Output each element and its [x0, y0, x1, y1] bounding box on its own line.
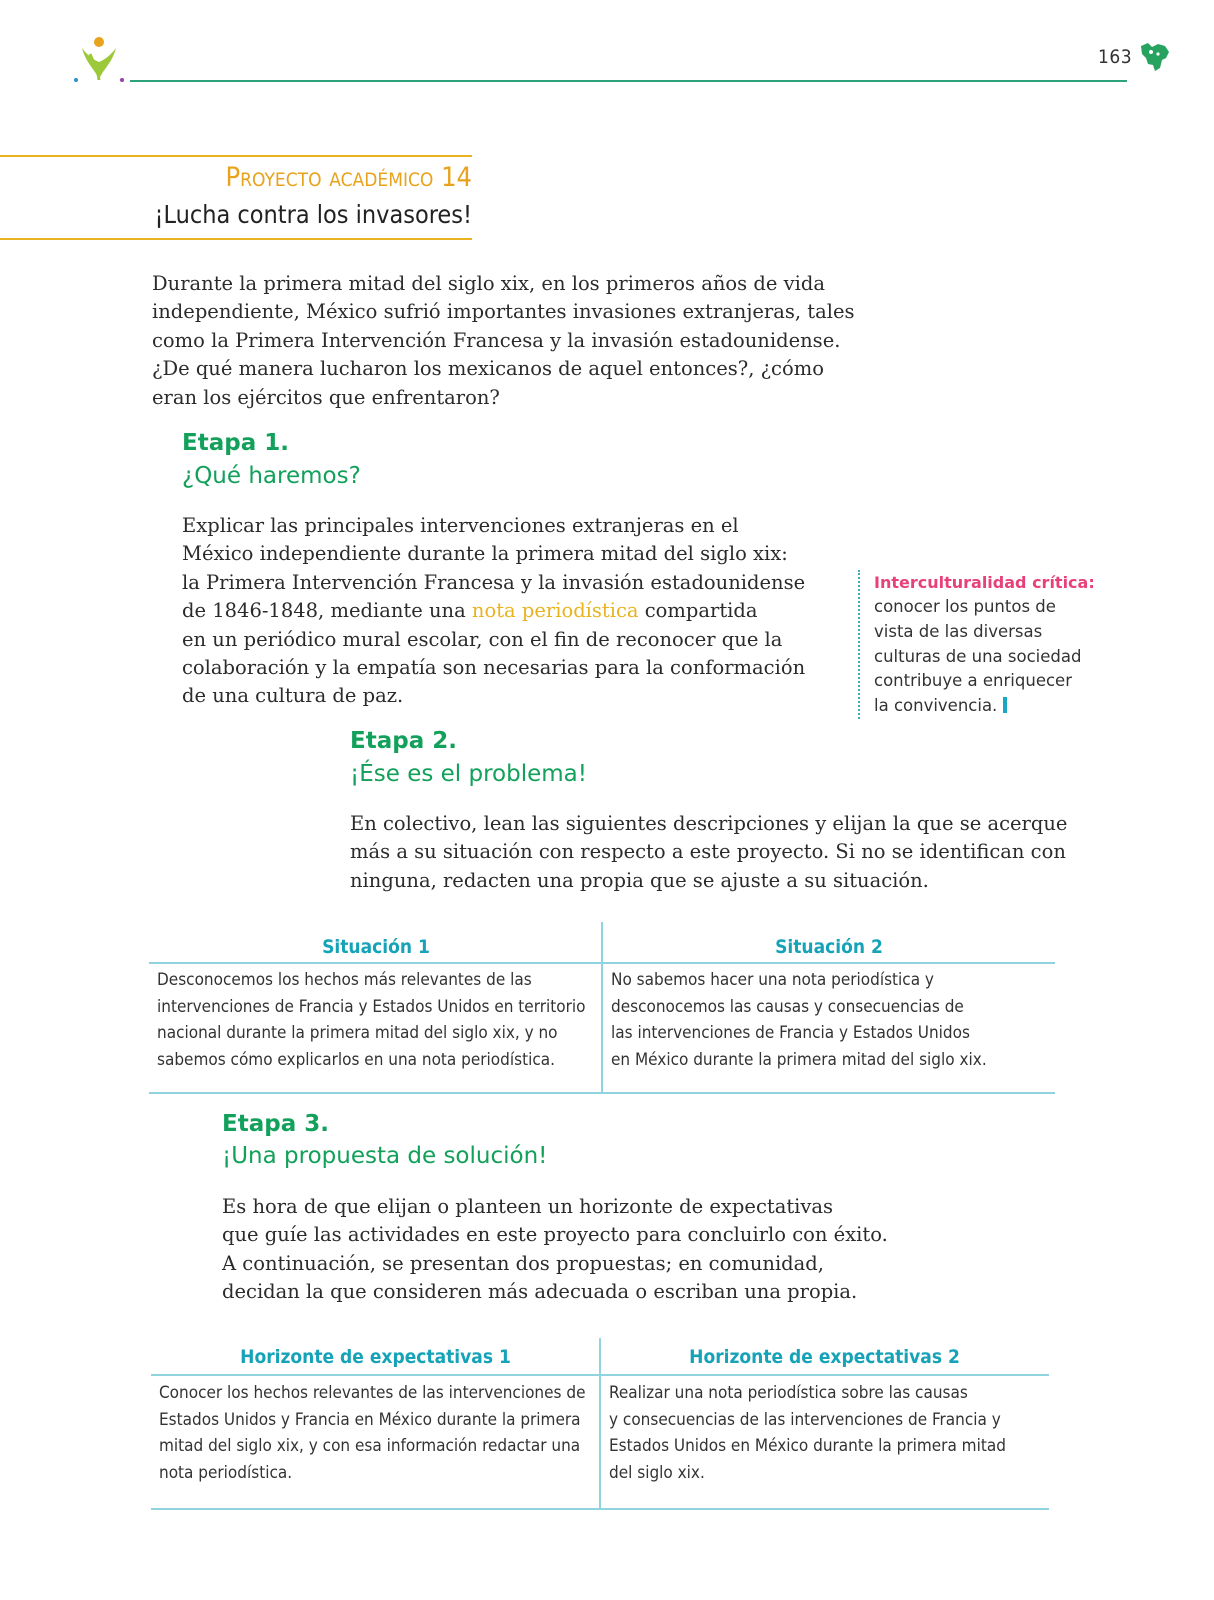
etapa2-heading: Etapa 2. — [350, 728, 457, 754]
cell-line: sabemos cómo explicarlos en una nota periodística. — [157, 1049, 555, 1070]
cell-line: nota periodística. — [159, 1462, 293, 1483]
etapa1-line: México independiente durante la primera mitad del siglo xix: — [182, 542, 788, 566]
etapa1-line — [182, 597, 805, 625]
table-rule — [149, 1092, 1055, 1094]
note-line: culturas de una sociedad — [874, 646, 1082, 666]
table-header: Horizonte de expectativas 1 — [240, 1346, 511, 1368]
intro-line: eran los ejércitos que enfrentaron? — [152, 385, 500, 409]
note-line-text: la convivencia. — [874, 696, 998, 716]
table-header: Horizonte de expectativas 2 — [689, 1346, 960, 1368]
margin-note — [858, 570, 1114, 719]
table-divider — [601, 922, 603, 1094]
project-label: Proyecto académico 14 — [225, 162, 472, 193]
etapa3-line: A continuación, se presentan dos propuestas; en comunidad, — [222, 1251, 824, 1275]
etapa1-line: la Primera Intervención Francesa y la invasión estadounidense — [182, 570, 806, 594]
etapa1-line-text: de 1846-1848, mediante una — [182, 599, 472, 623]
cell-line: mitad del siglo xix, y con esa información redactar una — [159, 1436, 581, 1457]
etapa1-line: Explicar las principales intervenciones extranjeras en el — [182, 514, 739, 537]
table-divider — [599, 1338, 601, 1508]
cell-line: Estados Unidos y Francia en México durante la primera — [159, 1409, 581, 1430]
note-line — [874, 694, 1114, 719]
title-bottom-rule — [0, 238, 472, 240]
etapa3-paragraph — [222, 1193, 888, 1307]
project-title: ¡Lucha contra los invasores! — [154, 200, 472, 229]
etapa3-line: decidan la que consideren más adecuada o escriban una propia. — [222, 1280, 858, 1304]
glossary-term-highlight: nota periodística — [471, 599, 639, 623]
cell-line: Estados Unidos en México durante la primera mitad — [609, 1436, 1006, 1457]
intro-line: como la Primera Intervención Francesa y la invasión estadounidense. — [152, 328, 841, 352]
table-cell — [609, 1380, 1006, 1486]
flower-person-logo-icon — [72, 34, 126, 84]
etapa1-line: colaboración y la empatía son necesarias para la conformación — [182, 656, 806, 680]
etapa1-line-text: compartida — [638, 599, 758, 623]
etapa3-line: que guíe las actividades en este proyecto para concluirlo con éxito. — [222, 1223, 888, 1247]
note-title: Interculturalidad crítica: — [874, 573, 1095, 592]
page-number: 163 — [1098, 46, 1133, 68]
etapa3-subheading: ¡Una propuesta de solución! — [222, 1143, 548, 1169]
intro-line: independiente, México sufrió importantes invasiones extranjeras, tales — [152, 300, 855, 324]
cell-line: en México durante la primera mitad del siglo xix. — [611, 1049, 987, 1070]
intro-paragraph — [152, 270, 855, 412]
etapa1-heading: Etapa 1. — [182, 430, 289, 456]
cell-line: las intervenciones de Francia y Estados Unidos — [611, 1023, 970, 1044]
intro-line: ¿De qué manera lucharon los mexicanos de aquel entonces?, ¿cómo — [152, 357, 824, 381]
title-top-rule — [0, 155, 472, 157]
table-header: Situación 2 — [775, 936, 883, 958]
cell-line: intervenciones de Francia y Estados Unidos en territorio — [157, 996, 586, 1017]
etapa2-line: En colectivo, lean las siguientes descripciones y elijan la que se acerque — [350, 812, 1068, 835]
note-line: contribuye a enriquecer — [874, 671, 1072, 691]
cell-line: nacional durante la primera mitad del siglo xix, y no — [157, 1023, 558, 1044]
etapa1-line: de una cultura de paz. — [182, 684, 404, 708]
etapa3-line: Es hora de que elijan o planteen un horizonte de expectativas — [222, 1195, 834, 1218]
situation-table — [149, 922, 1055, 1094]
table-cell — [157, 967, 585, 1073]
cell-line: Realizar una nota periodística sobre las causas — [609, 1383, 968, 1403]
horizon-table — [151, 1338, 1049, 1510]
note-line: conocer los puntos de — [874, 597, 1056, 616]
cell-line: Conocer los hechos relevantes de las intervenciones de — [159, 1383, 586, 1403]
cell-line: y consecuencias de las intervenciones de Francia y — [609, 1409, 1001, 1430]
end-mark-icon — [1003, 697, 1007, 713]
etapa2-paragraph — [350, 810, 1067, 895]
table-header: Situación 1 — [322, 936, 430, 958]
etapa1-line: en un periódico mural escolar, con el fin de reconocer que la — [182, 627, 783, 651]
table-rule — [151, 1508, 1049, 1510]
etapa3-heading: Etapa 3. — [222, 1111, 329, 1137]
cell-line: Desconocemos los hechos más relevantes de las — [157, 970, 532, 990]
intro-line: Durante la primera mitad del siglo xix, en los primeros años de vida — [152, 272, 825, 295]
etapa2-line: más a su situación con respecto a este proyecto. Si no se identifican con — [350, 840, 1066, 864]
etapa2-line: ninguna, redacten una propia que se ajuste a su situación. — [350, 868, 929, 892]
table-cell — [611, 967, 987, 1073]
table-cell — [159, 1380, 586, 1486]
cell-line: No sabemos hacer una nota periodística y — [611, 970, 934, 990]
green-map-emblem-icon — [1138, 40, 1172, 74]
etapa1-subheading: ¿Qué haremos? — [182, 463, 361, 489]
header-rule — [130, 80, 1127, 82]
etapa2-subheading: ¡Ése es el problema! — [350, 761, 587, 787]
etapa1-paragraph — [182, 512, 805, 711]
cell-line: del siglo xix. — [609, 1462, 705, 1483]
note-line: vista de las diversas — [874, 621, 1043, 641]
cell-line: desconocemos las causas y consecuencias de — [611, 996, 964, 1017]
